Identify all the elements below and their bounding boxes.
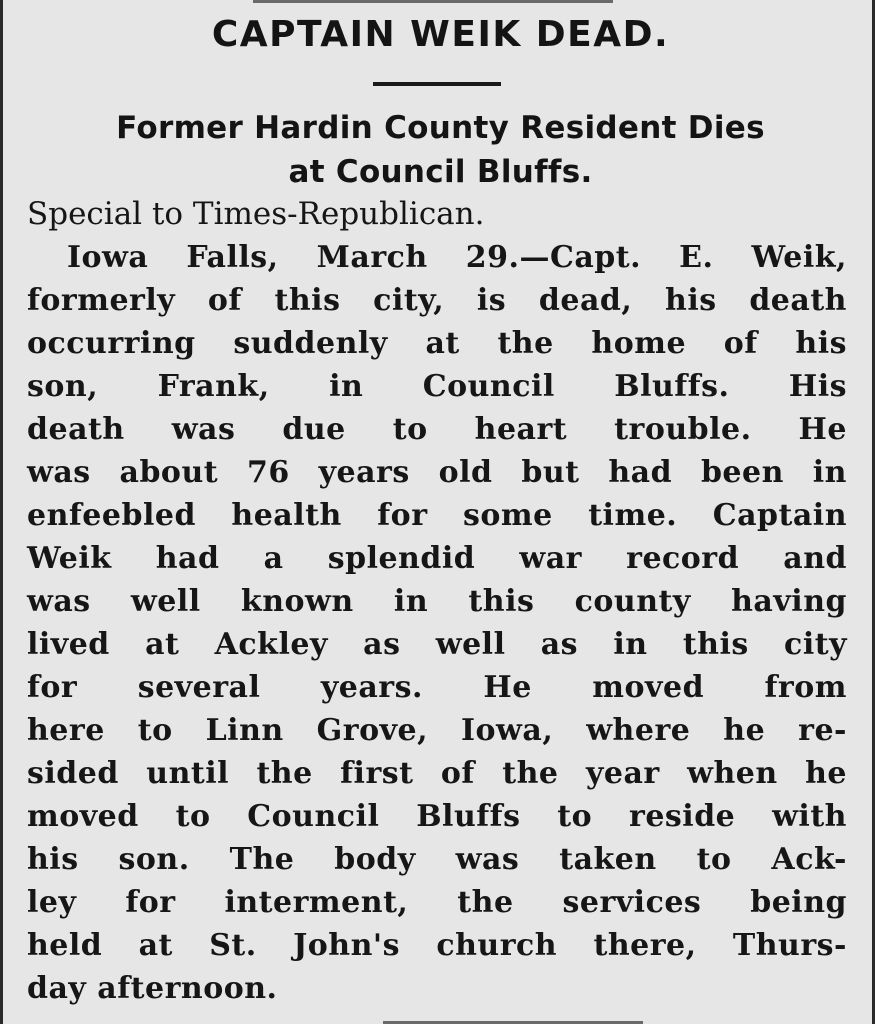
article-line: Iowa Falls, March 29.—Capt. E. Weik, [67,240,847,275]
article-line: lived at Ackley as well as in this city [27,627,847,662]
headline: CAPTAIN WEIK DEAD. [211,14,670,55]
article-line: held at St. John's church there, Thurs- [27,928,847,963]
subheadline-line: at Council Bluffs. [288,154,593,190]
article-line: occurring suddenly at the home of his [27,326,847,361]
article-line: enfeebled health for some time. Captain [27,498,847,533]
subheadline [17,106,864,194]
article-line: day afternoon. [27,971,278,1006]
article-line: here to Linn Grove, Iowa, where he re- [27,713,847,748]
byline: Special to Times-Republican. [27,196,485,232]
article-line: ley for interment, the services being [27,885,847,920]
article-line: for several years. He moved from [27,670,847,705]
subheadline-line: Former Hardin County Resident Dies [116,110,765,146]
article-body [27,236,847,1010]
article-line: his son. The body was taken to Ack- [27,842,847,877]
article-line: formerly of this city, is dead, his death [27,283,847,318]
top-rule [253,0,613,3]
article-line: son, Frank, in Council Bluffs. His [27,369,847,404]
article-line: moved to Council Bluffs to reside with [27,799,847,834]
article-line: Weik had a splendid war record and [27,541,847,576]
headline-divider [373,82,501,86]
article-line: death was due to heart trouble. He [27,412,847,447]
article-line: was well known in this county having [27,584,847,619]
article-line: was about 76 years old but had been in [27,455,847,490]
article-line: sided until the first of the year when he [27,756,847,791]
